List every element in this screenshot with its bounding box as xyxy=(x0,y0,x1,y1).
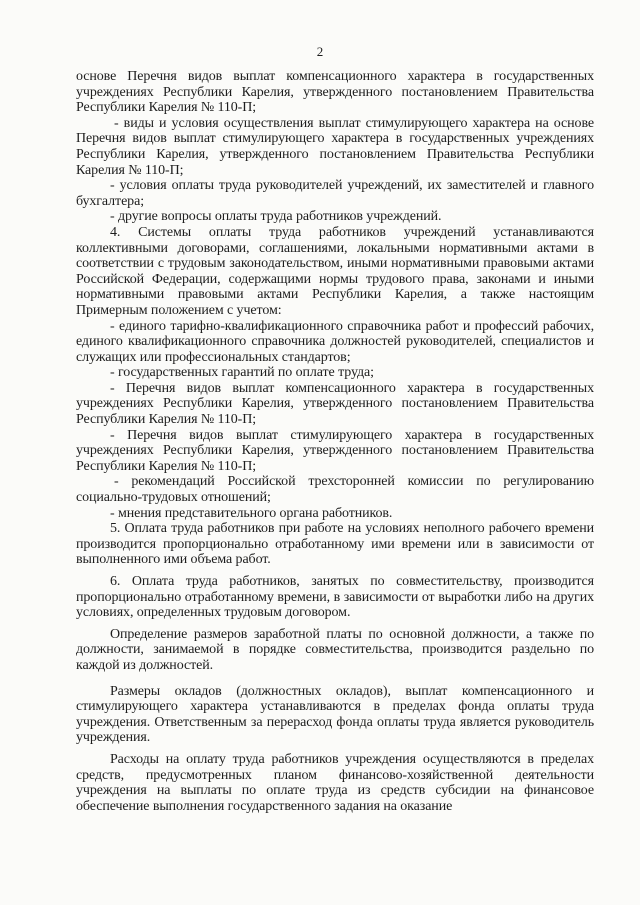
paragraph-continuation: основе Перечня видов выплат компенсационного характера в государственных учреждениях Республики Карелия, утвержденного постановлением Правительства Республики Карелия № 110-П; xyxy=(76,69,594,116)
paragraph-bullet-other: - другие вопросы оплаты труда работников учреждений. xyxy=(110,209,442,225)
paragraph-bullet-guarantees: - государственных гарантий по оплате труда; xyxy=(110,365,374,381)
paragraph-bullet-compensation-list: - Перечня видов выплат компенсационного характера в государственных учреждениях Республики Карелия, утвержденного постановлением Правительства Республики Карелия № 110-П; xyxy=(76,380,594,428)
paragraph-item-5: 5. Оплата труда работников при работе на условиях неполного рабочего времени производится пропорционально отработанному ими времени или в зависимости от выполненного ими объема работ. xyxy=(76,521,594,568)
paragraph-expenses: Расходы на оплату труда работников учреждения осуществляются в пределах средств, предусмотренных планом финансово-хозяйственной деятельности учреждения на выплаты по оплате труда из средств субсидии на финансовое обеспечение выполнения государственного задания на оказание xyxy=(76,751,594,814)
paragraph-bullet-stimulating-list: - Перечня видов выплат стимулирующего характера в государственных учреждениях Республики Карелия, утвержденного постановлением Правительства Республики Карелия № 110-П; xyxy=(76,427,594,474)
paragraph-bullet-heads: - условия оплаты труда руководителей учреждений, их заместителей и главного бухгалтера; xyxy=(76,178,594,209)
document-body xyxy=(76,69,594,814)
paragraph-item-6: 6. Оплата труда работников, занятых по совместительству, производится пропорционально отработанному времени, в зависимости от выработки либо на других условиях, определенных трудовым договором. xyxy=(76,574,594,621)
paragraph-bullet-tariff: - единого тарифно-квалификационного справочника работ и профессий рабочих, единого квалификационного справочника должностей руководителей, специалистов и служащих или профессиональных стандартов; xyxy=(76,318,594,365)
paragraph-item-4: 4. Системы оплаты труда работников учреждений устанавливаются коллективными договорами, соглашениями, локальными нормативными актами в соответствии с трудовым законодательством, иными нормативными правовыми актами Российской Федерации, содержащими нормы трудового права, законами и иными нормативными правовыми актами Республики Карелия, а также настоящим Примерным положением с учетом: xyxy=(76,224,594,318)
paragraph-bullet-representative: - мнения представительного органа работников. xyxy=(110,505,393,521)
page-number: 2 xyxy=(316,44,324,59)
paragraph-salary-definition: Определение размеров заработной платы по основной должности, а также по должности, занимаемой в порядке совместительства, производится раздельно по каждой из должностей. xyxy=(76,626,594,673)
paragraph-bullet-stimulating: - виды и условия осуществления выплат стимулирующего характера на основе Перечня видов выплат стимулирующего характера в государственных учреждениях Республики Карелия, утвержденного постановлением Правительства Республики Карелия № 110-П; xyxy=(76,115,594,178)
paragraph-bullet-commission: - рекомендаций Российской трехсторонней комиссии по регулированию социально-трудовых отношений; xyxy=(76,474,594,506)
paragraph-salary-limits: Размеры окладов (должностных окладов), выплат компенсационного и стимулирующего характера устанавливаются в пределах фонда оплаты труда учреждения. Ответственным за перерасход фонда оплаты труда является руководитель учреждения. xyxy=(76,683,594,746)
